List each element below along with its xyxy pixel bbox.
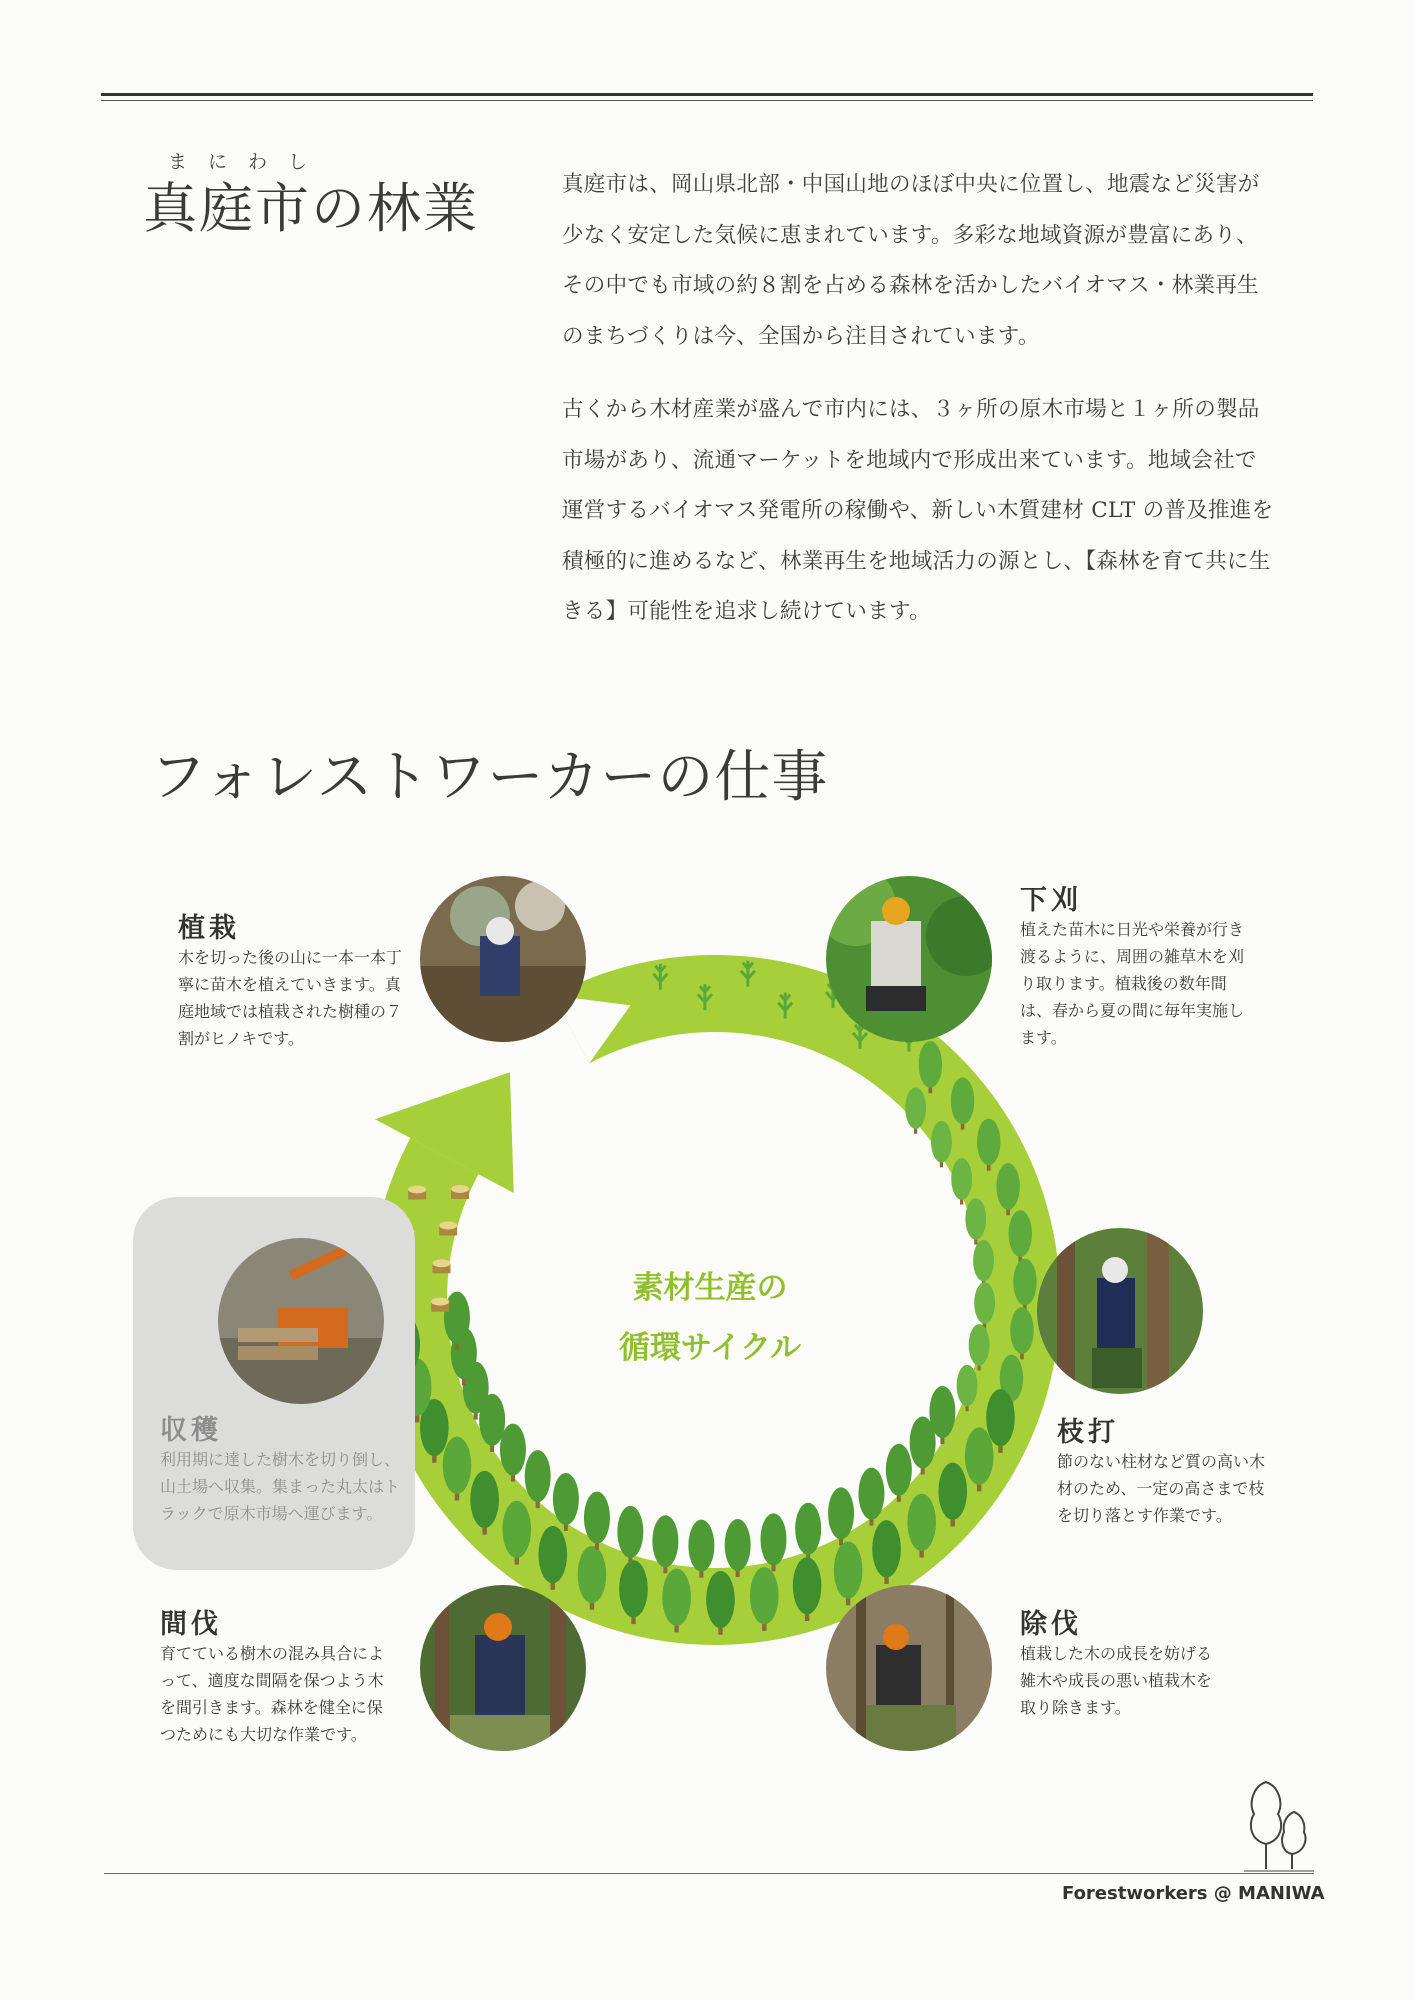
- page-title: 真庭市の林業: [143, 177, 479, 240]
- harvest-photo: [218, 1238, 384, 1404]
- weeding-photo: [826, 876, 992, 1042]
- cleaning-photo: [826, 1585, 992, 1751]
- cycle-center-title-1: 素材生産の: [632, 1270, 788, 1306]
- planting-title: 植栽: [178, 913, 240, 944]
- pruning-desc: 節のない柱材など質の高い木材のため、一定の高さまで枝を切り落とす作業です。: [1057, 1452, 1266, 1525]
- harvest-title: 収穫: [160, 1415, 222, 1446]
- footer-text: Forestworkers @ MANIWA: [1062, 1883, 1325, 1904]
- cycle-stump: [439, 1221, 457, 1235]
- thinning-desc: 育てている樹木の混み具合によって、適度な間隔を保つよう木を間引きます。森林を健全に保つためにも大切な作業です。: [160, 1644, 385, 1744]
- cycle-stump: [408, 1185, 426, 1199]
- cleaning-title: 除伐: [1020, 1609, 1082, 1640]
- weeding-desc: 植えた苗木に日光や栄養が行き渡るように、周囲の雑草木を刈り取ります。植栽後の数年間は、春から夏の間に毎年実施します。: [1020, 920, 1245, 1047]
- section-title: フォレストワーカーの仕事: [150, 745, 829, 810]
- thinning-title: 間伐: [160, 1609, 222, 1640]
- thinning-photo: [420, 1585, 586, 1751]
- harvest-desc: 利用期に達した樹木を切り倒し、山土場へ収集。集まった丸太はトラックで原木市場へ運びます。: [160, 1450, 401, 1523]
- footer-rule: [104, 1873, 1314, 1874]
- cycle-center-title-2: 循環サイクル: [618, 1330, 802, 1366]
- intro-paragraph-2: 古くから木材産業が盛んで市内には、３ヶ所の原木市場と１ヶ所の製品市場があり、流通マーケットを地域内で形成出来ています。地域会社で運営するバイオマス発電所の稼働や、新しい木質建材 CLT の普及推進を積極的に進めるなど、林業再生を地域活力の源とし、【森林を育て共に生きる】可能性を追求し続けています。: [562, 397, 1274, 624]
- weeding-title: 下刈: [1020, 885, 1082, 916]
- cleaning-desc: 植栽した木の成長を妨げる雑木や成長の悪い植栽木を取り除きます。: [1020, 1644, 1213, 1717]
- footer-tree-logo: [1244, 1774, 1314, 1874]
- pruning-photo: [1037, 1228, 1203, 1394]
- intro-paragraph-1: 真庭市は、岡山県北部・中国山地のほぼ中央に位置し、地震など災害が少なく安定した気候に恵まれています。多彩な地域資源が豊富にあり、その中でも市域の約８割を占める森林を活かしたバイオマス・林業再生のまちづくりは今、全国から注目されています。: [562, 172, 1260, 349]
- title-ruby: まにわし: [168, 151, 329, 173]
- planting-desc: 木を切った後の山に一本一本丁寧に苗木を植えていきます。真庭地域では植栽された樹種の７割がヒノキです。: [178, 948, 403, 1048]
- planting-photo: [420, 876, 586, 1042]
- cycle-stump: [451, 1185, 469, 1199]
- cycle-stump: [433, 1259, 451, 1273]
- cycle-stump: [431, 1298, 449, 1312]
- pruning-title: 枝打: [1057, 1417, 1119, 1448]
